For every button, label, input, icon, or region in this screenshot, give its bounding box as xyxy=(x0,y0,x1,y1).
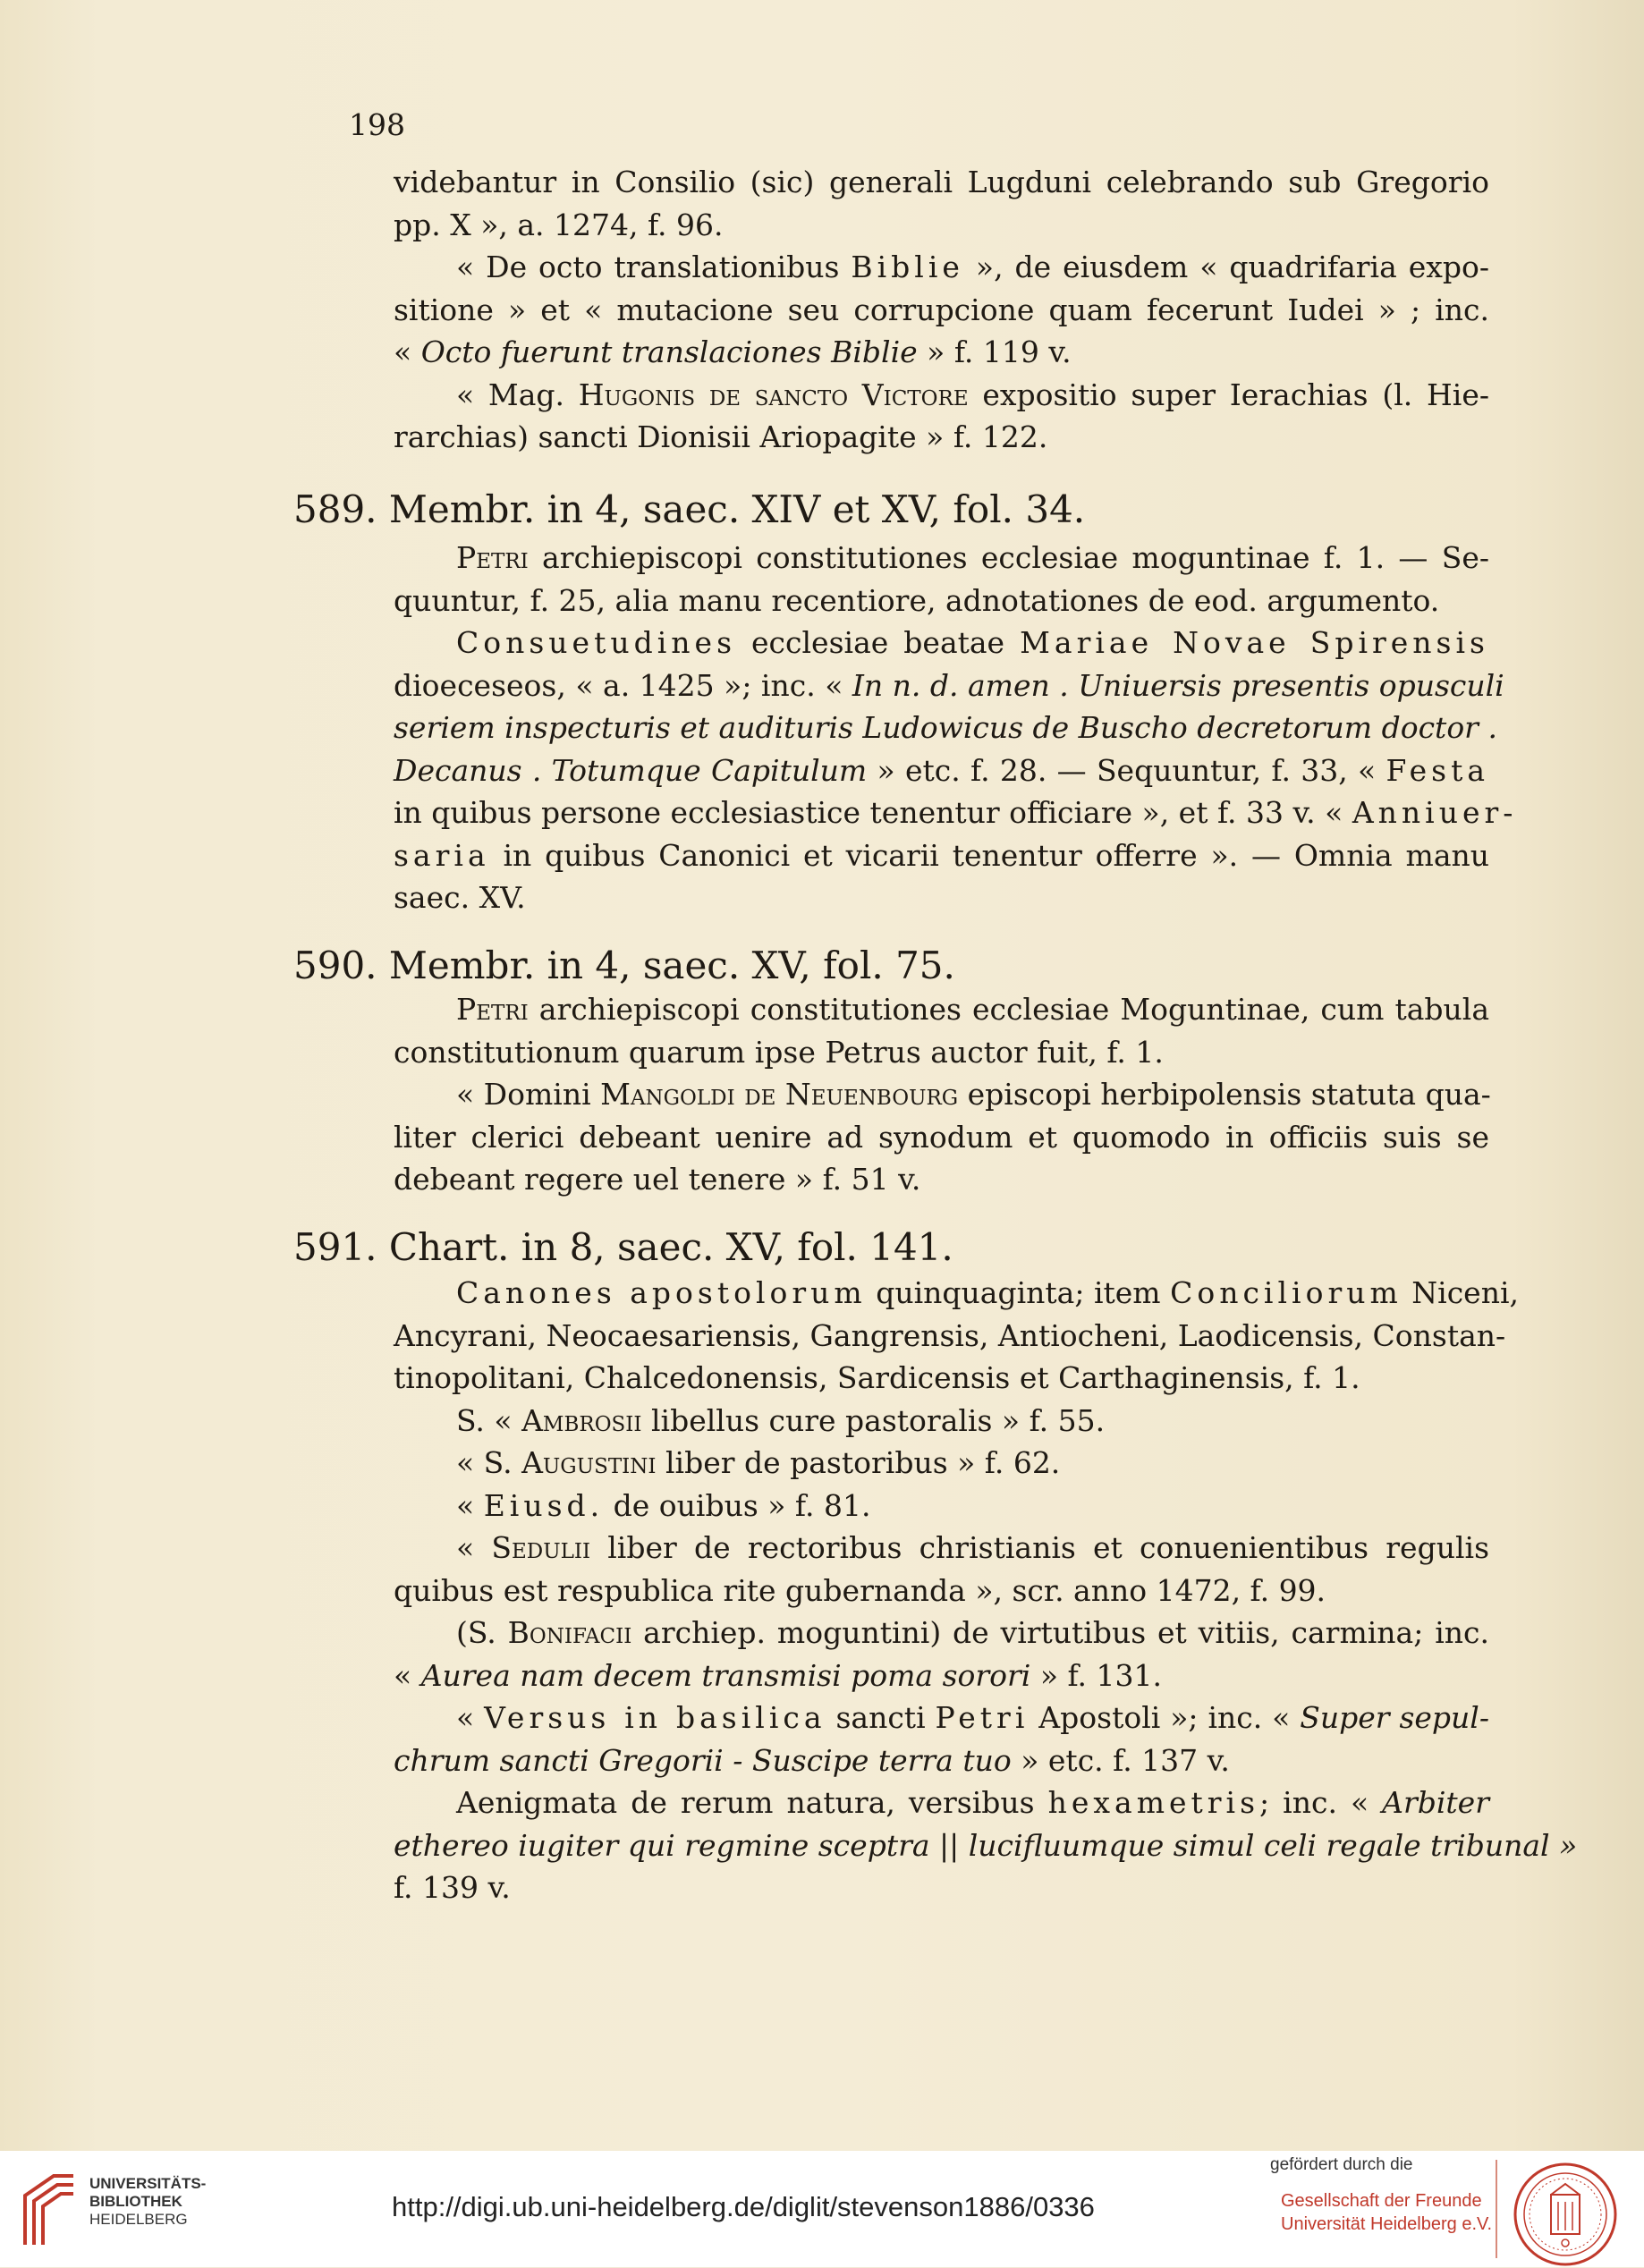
text-line: in quibus persone ecclesiastice tenentur officiare », et f. 33 v. « Anniuer- xyxy=(394,795,1518,830)
entry-heading: 589. Membr. in 4, saec. XIV et XV, fol. 34. xyxy=(293,487,1086,531)
text-line: « Mag. Hugonis de sancto Victore expositio super Ierachias (l. Hie- xyxy=(456,377,1490,412)
text-line: seriem inspecturis et audituris Ludowicus de Buscho decretorum doctor . xyxy=(394,710,1497,745)
library-name: UNIVERSITÄTS- BIBLIOTHEK HEIDELBERG xyxy=(89,2175,207,2228)
permalink-url[interactable]: http://digi.ub.uni-heidelberg.de/diglit/stevenson1886/0336 xyxy=(392,2191,1095,2222)
text-line: quuntur, f. 25, alia manu recentiore, adnotationes de eod. argumento. xyxy=(394,582,1440,618)
text-line: saria in quibus Canonici et vicarii tenentur offerre ». — Omnia manu xyxy=(394,837,1489,873)
text-line: dioeceseos, « a. 1425 »; inc. « In n. d. amen . Uniuersis presentis opusculi xyxy=(394,667,1504,703)
entry-heading: 590. Membr. in 4, saec. XV, fol. 75. xyxy=(293,944,955,987)
funded-by-label: gefördert durch die xyxy=(1270,2155,1413,2174)
society-name: Gesellschaft der Freunde Universität Heidelberg e.V. xyxy=(1281,2191,1493,2234)
text-line: « Versus in basilica sancti Petri Apostoli »; inc. « Super sepul- xyxy=(456,1700,1490,1735)
text-line: « Sedulii liber de rectoribus christianis et conuenientibus regulis xyxy=(456,1530,1489,1565)
library-logo-icon xyxy=(18,2169,81,2249)
entry-590-text xyxy=(394,988,1489,1201)
text-line: constitutionum quarum ipse Petrus auctor fuit, f. 1. xyxy=(394,1034,1164,1070)
entry-heading: 591. Chart. in 8, saec. XV, fol. 141. xyxy=(293,1225,953,1269)
university-seal-icon xyxy=(1512,2161,1619,2268)
text-line: Petri archiepiscopi constitutiones ecclesiae moguntinae f. 1. — Se- xyxy=(456,540,1489,575)
text-line: Ancyrani, Neocaesariensis, Gangrensis, Antiocheni, Laodicensis, Constan- xyxy=(394,1317,1506,1353)
text-line: debeant regere uel tenere » f. 51 v. xyxy=(394,1162,921,1197)
text-line: « De octo translationibus Biblie », de eiusdem « quadrifaria expo- xyxy=(456,250,1489,284)
text-line: « Domini Mangoldi de Neuenbourg episcopi herbipolensis statuta qua- xyxy=(456,1077,1491,1112)
text-line: « Eiusd. de ouibus » f. 81. xyxy=(456,1487,871,1523)
text-line: Canones apostolorum quinquaginta; item Conciliorum Niceni, xyxy=(456,1275,1520,1310)
text-line: Petri archiepiscopi constitutiones ecclesiae Moguntinae, cum tabula xyxy=(456,992,1489,1027)
text-line: ethereo iugiter qui regmine sceptra || lucifluumque simul celi regale tribunal » xyxy=(394,1827,1578,1863)
text-line: liter clerici debeant uenire ad synodum et quomodo in officiis suis se xyxy=(394,1119,1489,1155)
text-line: Aenigmata de rerum natura, versibus hexametris; inc. « Arbiter xyxy=(456,1785,1489,1820)
page-number: 198 xyxy=(349,107,405,142)
text-line: S. « Ambrosii libellus cure pastoralis » f. 55. xyxy=(456,1402,1106,1438)
text-line: chrum sancti Gregorii - Suscipe terra tuo » etc. f. 137 v. xyxy=(394,1742,1230,1778)
entry-591-text xyxy=(394,1272,1578,1909)
text-line: Consuetudines ecclesiae beatae Mariae Novae Spirensis xyxy=(456,625,1489,660)
text-line: sitione » et « mutacione seu corrupcione quam fecerunt Iudei » ; inc. xyxy=(394,292,1489,327)
text-line: saec. XV. xyxy=(394,880,526,915)
text-line: « Octo fuerunt translaciones Biblie » f. 119 v. xyxy=(394,334,1072,369)
text-line: « S. Augustini liber de pastoribus » f. 62. xyxy=(456,1445,1061,1480)
text-line: pp. X », a. 1274, f. 96. xyxy=(394,207,724,242)
footer-divider xyxy=(1496,2160,1497,2258)
text-line: rarchias) sancti Dionisii Ariopagite » f. 122. xyxy=(394,419,1048,454)
text-line: videbantur in Consilio (sic) generali Lugduni celebrando sub Gregorio xyxy=(394,165,1489,199)
text-line: tinopolitani, Chalcedonensis, Sardicensis et Carthaginensis, f. 1. xyxy=(394,1360,1360,1395)
text-line: Decanus . Totumque Capitulum » etc. f. 28. — Sequuntur, f. 33, « Festa xyxy=(394,752,1490,788)
text-line: f. 139 v. xyxy=(394,1870,511,1905)
text-line: « Aurea nam decem transmisi poma sorori » f. 131. xyxy=(394,1657,1163,1693)
text-line: quibus est respublica rite gubernanda », scr. anno 1472, f. 99. xyxy=(394,1572,1326,1608)
text-line: (S. Bonifacii archiep. moguntini) de virtutibus et vitiis, carmina; inc. xyxy=(456,1615,1489,1650)
entry-589-text xyxy=(394,537,1518,919)
intro-text xyxy=(394,161,1489,459)
